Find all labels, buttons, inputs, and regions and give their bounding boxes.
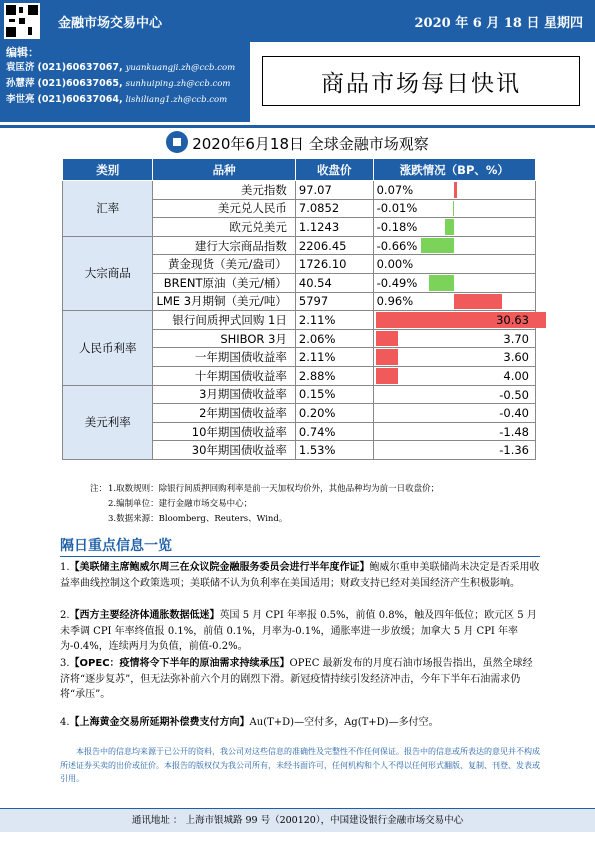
close-value-cell: 2.11%: [295, 348, 373, 367]
market-table: [62, 158, 536, 460]
divider: [0, 125, 595, 128]
instrument-cell: 一年期国债收益率: [153, 348, 295, 367]
change-cell: [373, 218, 535, 237]
news-body: Au(T+D)—空付多，Ag(T+D)—多付空。: [249, 717, 439, 728]
change-cell: [373, 311, 535, 330]
table-notes: [90, 482, 440, 527]
instrument-cell: 美元指数: [153, 181, 295, 200]
negative-change-bar: [453, 201, 454, 217]
change-text: -0.40: [499, 406, 529, 421]
category-cell: 大宗商品: [63, 236, 153, 310]
report-date: 2020 年 6 月 18 日 星期四: [414, 16, 583, 31]
editor-row: [6, 60, 244, 76]
instrument-cell: 银行间质押式回购 1日: [153, 311, 295, 330]
table-row: [63, 236, 536, 255]
positive-change-bar: [376, 368, 398, 384]
footer-address: 通讯地址 ： 上海市银城路 99 号（200120），中国建设银行金融市场交易中心: [0, 808, 595, 832]
change-cell: [373, 255, 535, 274]
change-text: 0.96%: [376, 294, 414, 309]
editor-email[interactable]: sunhuiping.zh@ccb.com: [125, 79, 231, 89]
change-text: 0.07%: [376, 182, 414, 197]
instrument-cell: 30年期国债收益率: [153, 441, 295, 460]
change-text: 30.63: [496, 313, 529, 328]
news-headline: 【西方主要经济体通胀数据低迷】: [69, 610, 220, 621]
close-value-cell: 7.0852: [295, 199, 373, 218]
news-number: 3.: [60, 658, 70, 669]
instrument-cell: SHIBOR 3月: [153, 329, 295, 348]
positive-change-bar: [376, 349, 398, 365]
news-number: 2.: [60, 610, 70, 621]
instrument-cell: 2年期国债收益率: [153, 404, 295, 423]
change-text: 3.60: [503, 350, 529, 365]
table-row: [63, 311, 536, 330]
category-cell: 汇率: [63, 181, 153, 237]
news-body: 鲍威尔重申美联储尚未决定是否采用收益率曲线控制这个政策选项；美联储不认为负利率在美国适用；财政支持已经对美国经济产生积极影响。: [60, 562, 540, 589]
table-row: [63, 181, 536, 200]
close-value-cell: 2.88%: [295, 366, 373, 385]
instrument-cell: 美元兑人民币: [153, 199, 295, 218]
qr-code-icon: [4, 3, 40, 39]
negative-change-bar: [429, 275, 454, 291]
instrument-cell: BRENT原油（美元/桶）: [153, 273, 295, 292]
close-value-cell: 1.53%: [295, 441, 373, 460]
negative-change-bar: [445, 219, 454, 235]
note-line: 2.编制单位：建行金融市场交易中心；: [108, 499, 253, 509]
table-row: [63, 385, 536, 404]
news-number: 1.: [60, 562, 70, 573]
editor-name: 李世亮: [6, 94, 35, 105]
report-title: 商品市场每日快讯: [262, 56, 580, 106]
news-item: [60, 656, 542, 703]
editor-name: 孙慧萍: [6, 78, 35, 89]
change-cell: [373, 273, 535, 292]
news-item: [60, 715, 542, 731]
col-header-close: 收盘价: [295, 159, 373, 181]
news-item: [60, 560, 542, 591]
change-cell: [373, 404, 535, 423]
change-cell: [373, 385, 535, 404]
change-text: -1.48: [499, 424, 529, 439]
ccb-logo-icon: [166, 131, 188, 153]
negative-change-bar: [421, 238, 454, 254]
change-text: 3.70: [503, 331, 529, 346]
instrument-cell: 建行大宗商品指数: [153, 236, 295, 255]
instrument-cell: 欧元兑美元: [153, 218, 295, 237]
change-cell: [373, 199, 535, 218]
change-text: -0.18%: [376, 219, 418, 234]
category-cell: 人民币利率: [63, 311, 153, 385]
close-value-cell: 2.06%: [295, 329, 373, 348]
instrument-cell: LME 3月期铜（美元/吨）: [153, 292, 295, 311]
change-text: -1.36: [499, 443, 529, 458]
editors-panel: [0, 42, 250, 122]
close-value-cell: 40.54: [295, 273, 373, 292]
change-text: -0.66%: [376, 238, 418, 253]
disclaimer: 本报告中的信息均来源于已公开的资料，我公司对这些信息的准确性及完整性不作任何保证。报告中的信息或所表达的意见并不构成所述证券买卖的出价或征价。本报告的版权仅为我公司所有，未经书面许可，任何机构和个人不得以任何形式翻版、复制、刊登、发表或引用。: [60, 747, 540, 783]
category-cell: 美元利率: [63, 385, 153, 459]
positive-change-bar: [376, 331, 398, 347]
close-value-cell: 2.11%: [295, 311, 373, 330]
org-name: 金融市场交易中心: [58, 16, 163, 31]
news-headline: 【OPEC：疫情将令下半年的原油需求持续承压】: [69, 658, 290, 669]
editors-heading: 编辑：: [6, 46, 39, 59]
change-text: 0.00%: [376, 257, 414, 272]
close-value-cell: 1.1243: [295, 218, 373, 237]
instrument-cell: 十年期国债收益率: [153, 366, 295, 385]
col-header-change: 涨跌情况（BP、%）: [373, 159, 535, 181]
change-cell: [373, 348, 535, 367]
news-item: [60, 608, 542, 655]
section-title: [0, 131, 595, 154]
positive-change-bar: [454, 182, 458, 198]
editor-email[interactable]: yuankuangji.zh@ccb.com: [125, 63, 236, 73]
editor-phone: (021)60637067,: [37, 62, 123, 73]
change-text: -0.01%: [376, 201, 418, 216]
change-cell: [373, 441, 535, 460]
close-value-cell: 1726.10: [295, 255, 373, 274]
header-bar: [0, 0, 595, 42]
editor-phone: (021)60637065,: [37, 78, 123, 89]
col-header-category: 类别: [63, 159, 153, 181]
change-text: -0.49%: [376, 275, 418, 290]
instrument-cell: 3月期国债收益率: [153, 385, 295, 404]
news-body: 英国 5 月 CPI 年率报 0.5%，前值 0.8%，触及四年低位；欧元区 5 月未季调 CPI 年率终值报 0.1%，前值 0.1%，月率为-0.1%，通胀率进一步放缓；加拿大 5 月 CPI 年率为-0.4%，连续两月为负值，前值-0.2%。: [60, 610, 537, 652]
change-text: 4.00: [503, 368, 529, 383]
close-value-cell: 0.15%: [295, 385, 373, 404]
instrument-cell: 黄金现货（美元/盎司）: [153, 255, 295, 274]
change-cell: [373, 422, 535, 441]
editor-phone: (021)60637064,: [37, 94, 123, 105]
close-value-cell: 2206.45: [295, 236, 373, 255]
note-line: 1.取数规则：除银行间质押回购利率是前一天加权均价外，其他品种均为前一日收盘价；: [108, 484, 440, 494]
change-cell: [373, 236, 535, 255]
section-title-text: 2020年6月18日 全球金融市场观察: [192, 135, 429, 153]
highlights-title: 隔日重点信息一览: [60, 538, 172, 554]
instrument-cell: 10年期国债收益率: [153, 422, 295, 441]
change-cell: [373, 366, 535, 385]
editor-row: [6, 76, 244, 92]
change-cell: [373, 181, 535, 200]
news-number: 4.: [60, 717, 70, 728]
close-value-cell: 97.07: [295, 181, 373, 200]
editor-row: [6, 92, 244, 108]
change-cell: [373, 329, 535, 348]
news-body: OPEC 最新发布的月度石油市场报告指出，虽然全球经济将“逐步复苏”，但无法弥补前六个月的剧烈下滑。新冠疫情持续引发经济冲击，今年下半年石油需求仍将“承压”。: [60, 658, 533, 700]
note-line: 3.数据来源：Bloomberg、Reuters、Wind。: [108, 514, 288, 524]
change-text: -0.50: [499, 387, 529, 402]
editor-name: 袁匡济: [6, 62, 35, 73]
col-header-instrument: 品种: [153, 159, 295, 181]
change-cell: [373, 292, 535, 311]
positive-change-bar: [454, 294, 502, 310]
editor-email[interactable]: lishiliang1.zh@ccb.com: [125, 95, 228, 105]
close-value-cell: 5797: [295, 292, 373, 311]
news-headline: 【美联储主席鲍威尔周三在众议院金融服务委员会进行半年度作证】: [69, 562, 370, 573]
close-value-cell: 0.74%: [295, 422, 373, 441]
news-headline: 【上海黄金交易所延期补偿费支付方向】: [69, 717, 250, 728]
divider: [60, 556, 540, 557]
close-value-cell: 0.20%: [295, 404, 373, 423]
notes-lead: 注：: [90, 484, 108, 494]
